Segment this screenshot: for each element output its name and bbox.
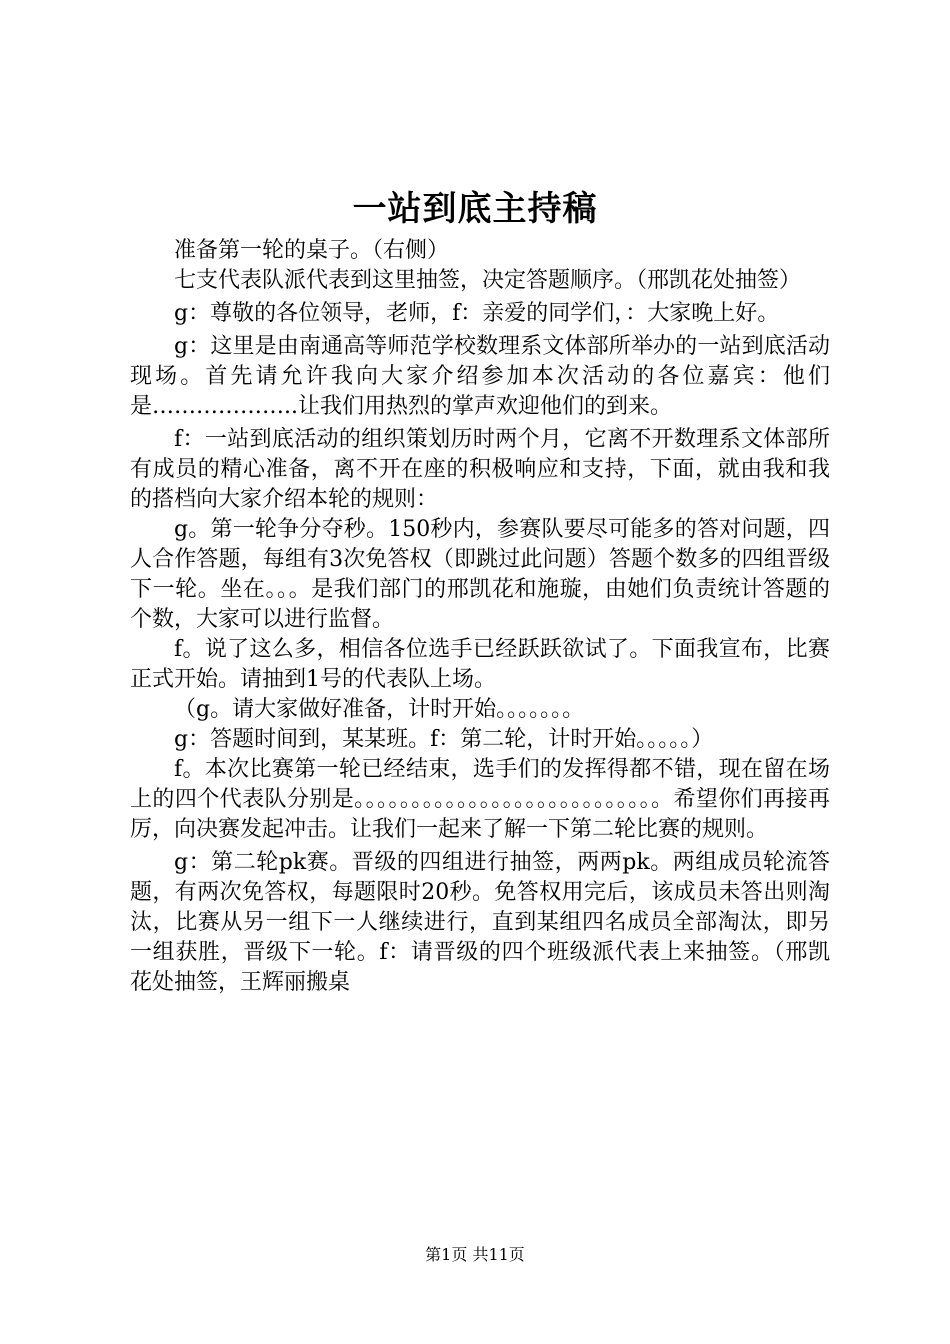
document-body [130, 236, 830, 998]
paragraph-start-announcement: f。说了这么多，相信各位选手已经跃跃欲试了。下面我宣布，比赛正式开始。请抽到1号的代表队上场。 [130, 637, 830, 692]
paragraph-round-one-rules: g。第一轮争分夺秒。150秒内，参赛队要尽可能多的答对问题，四人合作答题，每组有3次免答权（即跳过此问题）答题个数多的四组晋级下一轮。坐在。。。是我们部门的邢凯花和施璇，由她们负责统计答题的个数，大家可以进行监督。 [130, 517, 830, 632]
paragraph-round-one-end: f。本次比赛第一轮已经结束，选手们的发挥得都不错，现在留在场上的四个代表队分别是。。。。。。。。。。。。。。。。。。。。。。。。。。。希望你们再接再厉，向决赛发起冲击。让我们一起来了解一下第二轮比赛的规则。 [130, 757, 830, 842]
paragraph-introduction: g：这里是由南通高等师范学校数理系文体部所举办的一站到底活动现场。首先请允许我向大家介绍参加本次活动的各位嘉宾：他们是………………..让我们用热烈的掌声欢迎他们的到来。 [130, 334, 830, 419]
paragraph-timer-start: （g。请大家做好准备，计时开始。。。。。。。 [174, 697, 585, 722]
paragraph-greeting: g：尊敬的各位领导，老师，f：亲爱的同学们，：大家晚上好。 [174, 301, 780, 326]
page-number-footer: 第1页 共11页 [425, 1245, 525, 1264]
paragraph-organization: f：一站到底活动的组织策划历时两个月，它离不开数理系文体部所有成员的精心准备，离不开在座的积极响应和支持，下面，就由我和我的搭档向大家介绍本轮的规则： [130, 427, 830, 512]
paragraph-round-two-rules: g：第二轮pk赛。晋级的四组进行抽签，两两pk。两组成员轮流答题，有两次免答权，每题限时20秒。免答权用完后，该成员未答出则淘汰，比赛从另一组下一人继续进行，直到某组四名成员全部淘汰，即另一组获胜，晋级下一轮。f：请晋级的四个班级派代表上来抽签。（邢凯花处抽签，王辉丽搬桌 [130, 850, 830, 995]
document-title: 一站到底主持稿 [352, 189, 598, 229]
paragraph-time-up: g：答题时间到，某某班。f：第二轮，计时开始。。。。。） [174, 727, 714, 752]
paragraph-prepare-table: 准备第一轮的桌子。（右侧） [174, 238, 450, 263]
paragraph-draw-lots: 七支代表队派代表到这里抽签，决定答题顺序。（邢凯花处抽签） [174, 268, 802, 293]
